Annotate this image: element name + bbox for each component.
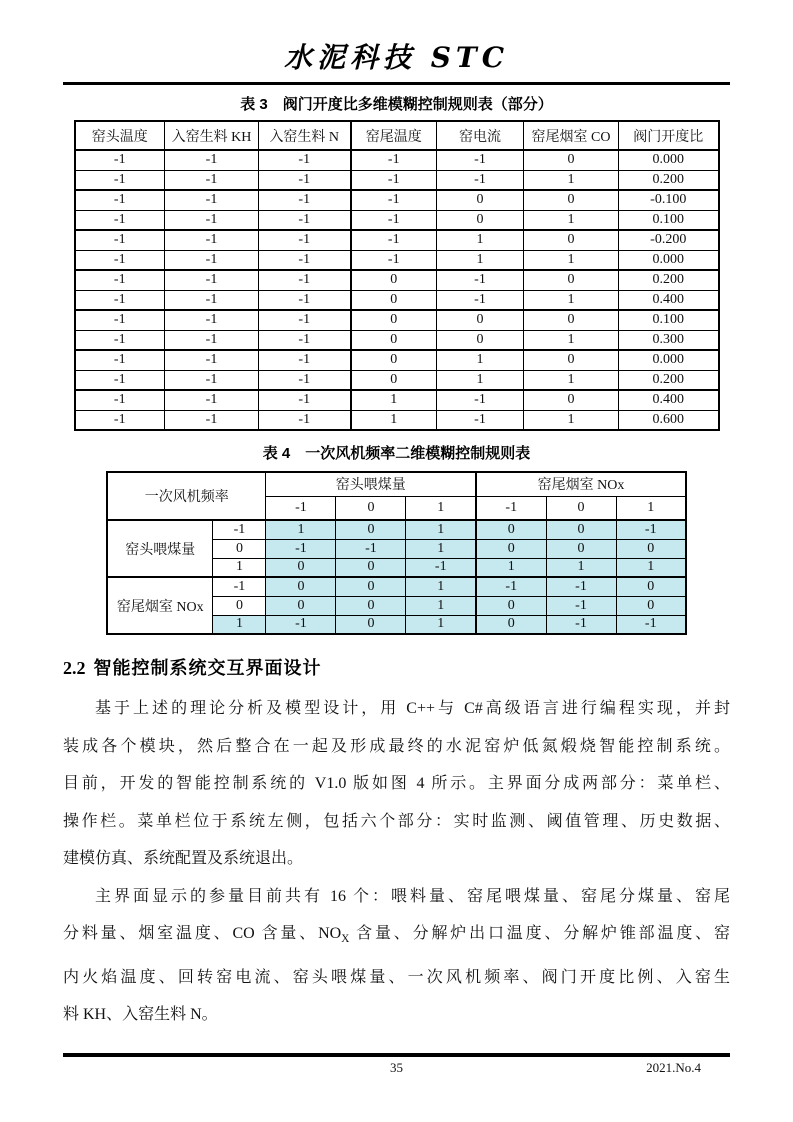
table3-cell: -1: [351, 210, 437, 230]
table3-cell: -1: [75, 150, 165, 170]
table3-cell: -1: [165, 330, 259, 350]
body-line: [63, 959, 730, 997]
table4-value-cell: -1: [616, 520, 686, 539]
table4: [106, 471, 687, 635]
body-line: [63, 840, 730, 878]
table4-subheader-cell: -1: [476, 496, 546, 520]
table4-value-cell: 1: [266, 520, 336, 539]
table3-header-cell: 窑头温度: [75, 121, 165, 150]
table3-cell: 0.100: [619, 210, 719, 230]
table4-value-cell: 1: [406, 577, 476, 596]
table3-cell: -1: [75, 370, 165, 390]
table3-cell: 0.400: [619, 390, 719, 410]
table3-cell: -1: [351, 170, 437, 190]
table3-cell: -1: [259, 410, 351, 430]
table3-row: [75, 230, 719, 250]
table4-value-cell: 0: [616, 539, 686, 558]
table3-cell: -1: [259, 210, 351, 230]
table3-cell: 0: [524, 190, 619, 210]
table3-cell: 0.400: [619, 290, 719, 310]
table3-cell: 0: [524, 310, 619, 330]
table4-value-cell: -1: [616, 615, 686, 634]
table4-rowkey-cell: 1: [213, 558, 266, 577]
line-text: 装成各个模块，然后整合在一起及形成最终的水泥窑炉低氮煅烧智能控制系统。: [63, 737, 730, 755]
body-text: [63, 690, 730, 1034]
table3-cell: -1: [351, 150, 437, 170]
table3-cell: -1: [165, 210, 259, 230]
line-text: 分料量、烟室温度、CO 含量、NO: [63, 925, 342, 942]
table4-value-cell: -1: [336, 539, 406, 558]
table4-value-cell: 1: [546, 558, 616, 577]
line-text: 主界面显示的参量目前共有 16 个：喂料量、窑尾喂煤量、窑尾分煤量、窑尾: [95, 887, 730, 905]
table3-cell: -1: [259, 290, 351, 310]
table4-value-cell: 0: [336, 577, 406, 596]
table3-cell: -1: [351, 250, 437, 270]
table3-cell: -1: [259, 330, 351, 350]
table3-cell: 0: [437, 330, 524, 350]
table4-subheader-cell: 0: [546, 496, 616, 520]
table3-cell: 0: [524, 390, 619, 410]
table3-cell: 1: [437, 230, 524, 250]
table4-value-cell: -1: [266, 539, 336, 558]
body-line: [63, 765, 730, 803]
table3: [74, 120, 720, 431]
table3-row: [75, 330, 719, 350]
body-line: [63, 803, 730, 841]
table3-cell: -1: [165, 230, 259, 250]
line-text: 目前，开发的智能控制系统的 V1.0 版如图 4 所示。主界面分成两部分：菜单栏、: [63, 775, 730, 792]
line-text: 操作栏。菜单栏位于系统左侧，包括六个部分：实时监测、阈值管理、历史数据、: [63, 812, 730, 830]
table3-cell: 0: [437, 190, 524, 210]
table3-cell: -1: [75, 310, 165, 330]
table3-cell: -1: [75, 210, 165, 230]
table3-cell: 1: [524, 290, 619, 310]
table3-row: [75, 290, 719, 310]
subscript-text: X: [341, 933, 350, 946]
table3-row: [75, 150, 719, 170]
table3-cell: 1: [437, 350, 524, 370]
table4-rowkey-cell: 1: [213, 615, 266, 634]
table4-value-cell: 0: [266, 558, 336, 577]
table4-rowkey-cell: 0: [213, 596, 266, 615]
table3-cell: 1: [437, 370, 524, 390]
table4-value-cell: 0: [476, 539, 546, 558]
table3-cell: 0.100: [619, 310, 719, 330]
table3-cell: 0: [524, 230, 619, 250]
table3-cell: -1: [75, 350, 165, 370]
table3-cell: 0.300: [619, 330, 719, 350]
table3-cell: -1: [259, 190, 351, 210]
table4-value-cell: 0: [476, 520, 546, 539]
table3-cell: 0: [437, 310, 524, 330]
table3-cell: -1: [437, 390, 524, 410]
table3-cell: -1: [75, 250, 165, 270]
table3-cell: -1: [75, 270, 165, 290]
table3-header-cell: 阀门开度比: [619, 121, 719, 150]
table4-value-cell: 1: [616, 558, 686, 577]
table3-cell: 0.000: [619, 150, 719, 170]
table4-value-cell: 0: [616, 577, 686, 596]
table4-value-cell: 0: [546, 520, 616, 539]
table3-cell: -1: [165, 170, 259, 190]
footer: [0, 1060, 793, 1080]
table4-value-cell: 0: [266, 577, 336, 596]
table3-cell: -1: [75, 330, 165, 350]
table3-cell: 0: [524, 270, 619, 290]
table3-caption: 表 3 阀门开度比多维模糊控制规则表（部分）: [240, 96, 553, 113]
table4-value-cell: 0: [616, 596, 686, 615]
line-text: 料 KH、入窑生料 N。: [63, 1006, 218, 1024]
table3-cell: -1: [259, 170, 351, 190]
table3-header-row: [75, 121, 719, 150]
body-line: [63, 728, 730, 766]
table3-header-cell: 窑尾温度: [351, 121, 437, 150]
table3-header-cell: 窑电流: [437, 121, 524, 150]
table4-rowkey-cell: 0: [213, 539, 266, 558]
body-line: [63, 996, 730, 1034]
table3-row: [75, 170, 719, 190]
line-text: 基于上述的理论分析及模型设计，用 C++与 C#高级语言进行编程实现，并封: [95, 700, 730, 717]
table4-subheader-cell: 1: [616, 496, 686, 520]
table3-row: [75, 370, 719, 390]
table4-value-cell: -1: [266, 615, 336, 634]
table4-value-cell: -1: [546, 615, 616, 634]
table4-rowgroup-label: 窑头喂煤量: [107, 520, 213, 577]
table3-cell: 1: [524, 210, 619, 230]
table3-row: [75, 350, 719, 370]
table3-cell: -1: [437, 270, 524, 290]
table3-cell: -1: [437, 150, 524, 170]
table3-cell: 1: [524, 250, 619, 270]
table4-header-row: [107, 472, 686, 496]
table3-cell: 1: [524, 410, 619, 430]
table3-cell: -1: [75, 410, 165, 430]
table3-cell: 0: [351, 370, 437, 390]
footer-rule: [63, 1053, 730, 1057]
section-title: 智能控制系统交互界面设计: [93, 658, 322, 678]
header-rule: [63, 82, 730, 85]
paragraph: [63, 690, 730, 878]
table3-cell: -1: [259, 230, 351, 250]
table3-row: [75, 250, 719, 270]
table3-cell: 0.000: [619, 250, 719, 270]
table3-cell: 1: [524, 330, 619, 350]
table3-cell: -1: [259, 270, 351, 290]
table3-cell: -1: [165, 310, 259, 330]
table3-header-cell: 入窑生料 KH: [165, 121, 259, 150]
table4-rowkey-cell: -1: [213, 520, 266, 539]
table4-value-cell: 0: [336, 615, 406, 634]
table3-cell: -1: [259, 350, 351, 370]
table4-value-cell: 0: [336, 558, 406, 577]
table4-colgroup-label: 窑头喂煤量: [266, 472, 476, 496]
table3-cell: -1: [165, 390, 259, 410]
line-text: 含量、分解炉出口温度、分解炉锥部温度、窑: [349, 925, 730, 942]
table3-cell: 0.000: [619, 350, 719, 370]
table3-cell: 0: [524, 150, 619, 170]
table3-cell: 1: [524, 170, 619, 190]
table3-cell: -1: [165, 250, 259, 270]
table4-value-cell: 1: [406, 539, 476, 558]
table4-row: [107, 577, 686, 596]
table3-cell: 0.200: [619, 270, 719, 290]
section-number: 2.2: [63, 658, 86, 678]
table3-cell: -1: [259, 370, 351, 390]
table4-value-cell: 1: [406, 615, 476, 634]
table4-value-cell: 0: [336, 520, 406, 539]
table3-cell: -1: [75, 390, 165, 410]
paragraph: [63, 878, 730, 1034]
table3-cell: -1: [437, 410, 524, 430]
table3-cell: 1: [524, 370, 619, 390]
table3-cell: -1: [75, 230, 165, 250]
table3-cell: 0.600: [619, 410, 719, 430]
table3-cell: -1: [165, 370, 259, 390]
line-text: 内火焰温度、回转窑电流、窑头喂煤量、一次风机频率、阀门开度比例、入窑生: [63, 968, 730, 986]
table3-cell: 0: [351, 270, 437, 290]
table3-cell: 0.200: [619, 170, 719, 190]
table4-value-cell: -1: [476, 577, 546, 596]
table3-cell: -0.200: [619, 230, 719, 250]
table3-cell: -1: [165, 410, 259, 430]
table3-cell: -1: [259, 150, 351, 170]
table3-cell: 0: [524, 350, 619, 370]
table4-value-cell: -1: [546, 596, 616, 615]
table4-row: [107, 520, 686, 539]
table3-cell: 0.200: [619, 370, 719, 390]
table3-row: [75, 210, 719, 230]
table4-value-cell: 1: [406, 520, 476, 539]
table3-cell: -1: [259, 310, 351, 330]
table3-row: [75, 270, 719, 290]
table3-cell: 1: [351, 410, 437, 430]
table4-caption: 表 4 一次风机频率二维模糊控制规则表: [262, 445, 531, 462]
table4-value-cell: 1: [406, 596, 476, 615]
table4-value-cell: 0: [266, 596, 336, 615]
table4-subheader-cell: 0: [336, 496, 406, 520]
table4-rowkey-cell: -1: [213, 577, 266, 596]
table3-cell: -1: [75, 170, 165, 190]
table3-cell: -1: [437, 290, 524, 310]
table3-cell: -1: [165, 270, 259, 290]
table4-subheader-cell: -1: [266, 496, 336, 520]
table4-value-cell: 1: [476, 558, 546, 577]
table4-corner-cell: 一次风机频率: [107, 472, 266, 520]
table3-cell: -1: [165, 290, 259, 310]
table3-cell: -1: [75, 190, 165, 210]
table3-cell: 0: [351, 350, 437, 370]
table3-cell: -1: [75, 290, 165, 310]
section-heading: [63, 655, 730, 681]
table3-row: [75, 410, 719, 430]
table3-row: [75, 390, 719, 410]
table4-colgroup-label: 窑尾烟室 NOx: [476, 472, 686, 496]
table4-value-cell: -1: [406, 558, 476, 577]
table3-header-cell: 窑尾烟室 CO: [524, 121, 619, 150]
table3-cell: 0: [351, 310, 437, 330]
table4-value-cell: 0: [476, 615, 546, 634]
body-line: [63, 915, 730, 959]
table4-value-cell: -1: [546, 577, 616, 596]
body-line: [63, 690, 730, 728]
table3-cell: -1: [351, 230, 437, 250]
table4-value-cell: 0: [336, 596, 406, 615]
table3-cell: 1: [437, 250, 524, 270]
table3-cell: -1: [351, 190, 437, 210]
table3-cell: 0: [351, 290, 437, 310]
table3-cell: 0: [351, 330, 437, 350]
table4-value-cell: 0: [476, 596, 546, 615]
table3-header-cell: 入窑生料 N: [259, 121, 351, 150]
body-line: [63, 878, 730, 916]
page-number: 35: [390, 1060, 403, 1075]
table3-cell: 1: [351, 390, 437, 410]
table3-row: [75, 190, 719, 210]
table4-subheader-cell: 1: [406, 496, 476, 520]
table4-value-cell: 0: [546, 539, 616, 558]
journal-title: 水泥科技 STC: [283, 41, 510, 74]
table3-cell: -1: [259, 390, 351, 410]
table3-cell: -0.100: [619, 190, 719, 210]
table3-cell: -1: [437, 170, 524, 190]
line-text: 建模仿真、系统配置及系统退出。: [63, 850, 304, 867]
table3-cell: -1: [165, 150, 259, 170]
table3-cell: -1: [259, 250, 351, 270]
table3-cell: -1: [165, 350, 259, 370]
table3-row: [75, 310, 719, 330]
issue-label: 2021.No.4: [646, 1060, 701, 1075]
table4-rowgroup-label: 窑尾烟室 NOx: [107, 577, 213, 634]
table3-cell: -1: [165, 190, 259, 210]
table3-cell: 0: [437, 210, 524, 230]
